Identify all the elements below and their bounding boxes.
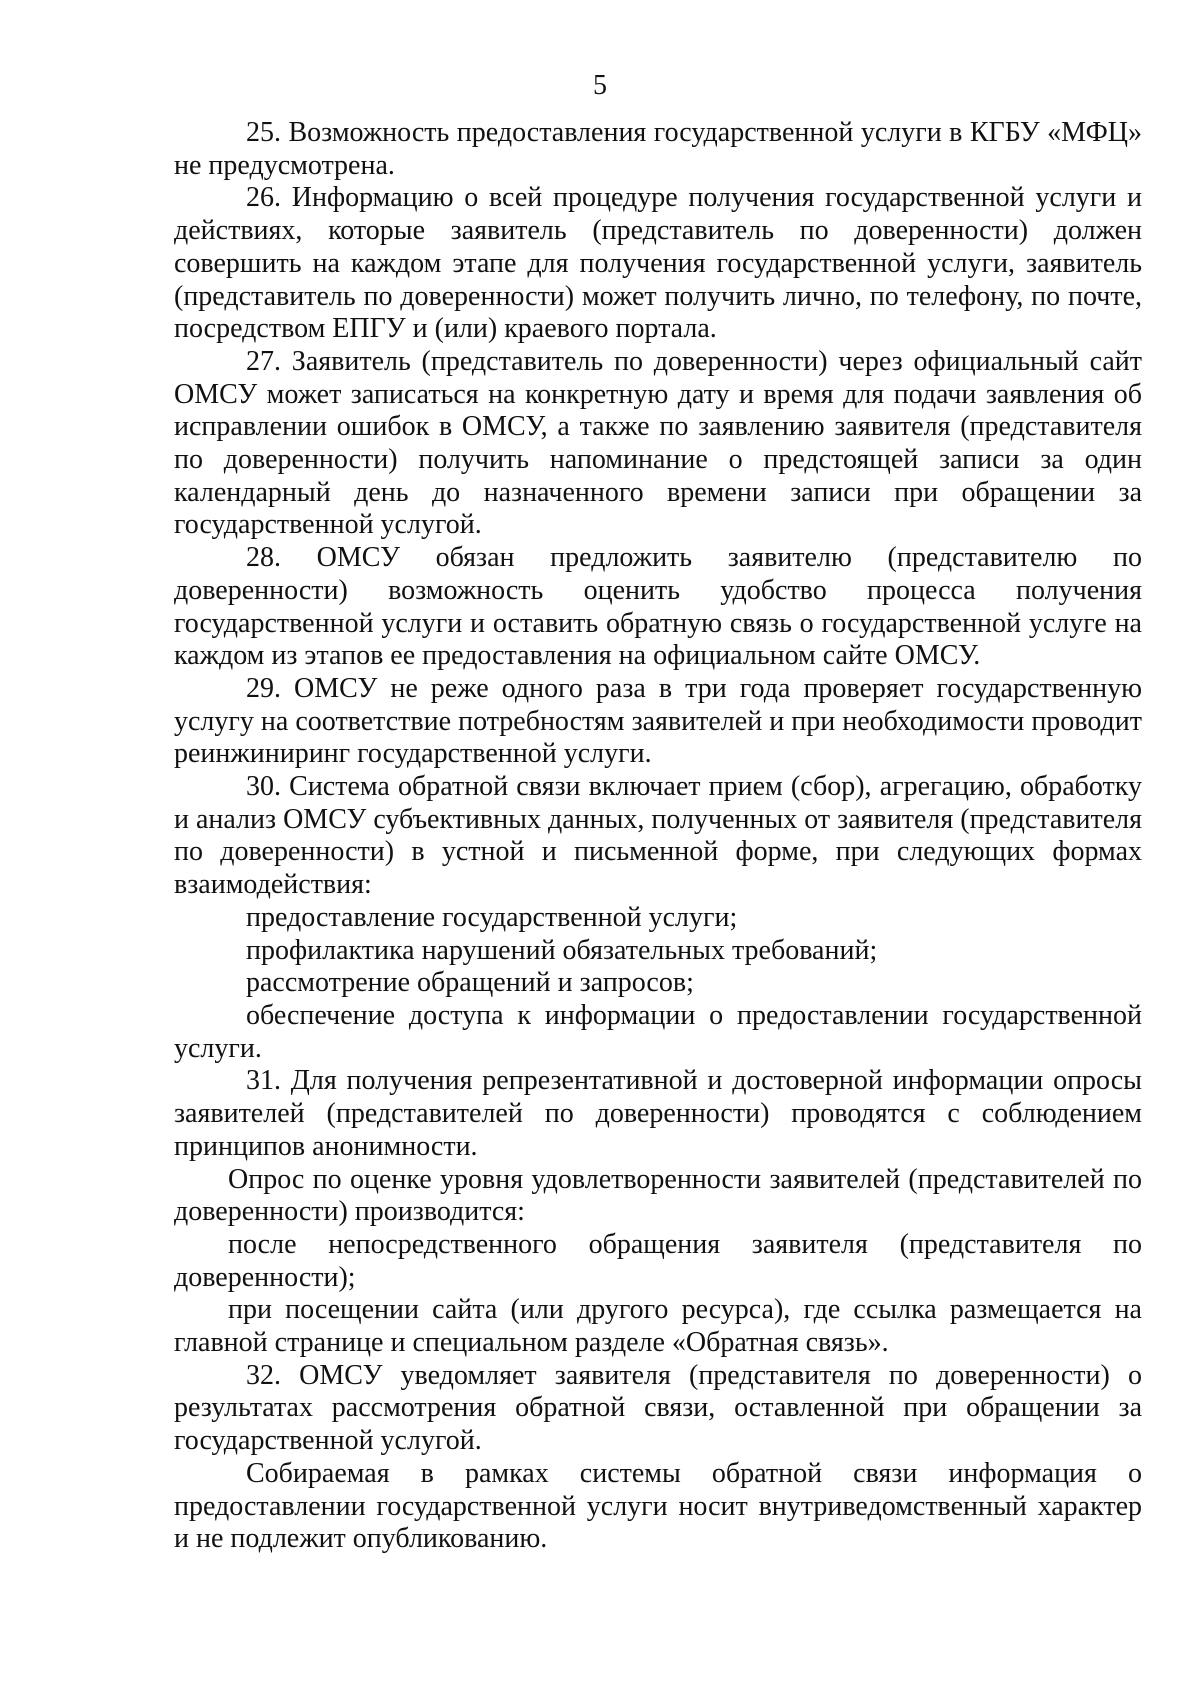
list-item-after-appeal: после непосредственного обращения заявителя (представителя по доверенности); (174, 1228, 1142, 1293)
paragraph-feedback-info: Собираемая в рамках системы обратной связи информация о предоставлении государственной услуги носит внутриведомственный характер и не подлежит опубликованию. (174, 1457, 1142, 1555)
paragraph-27: 27. Заявитель (представитель по доверенности) через официальный сайт ОМСУ может записаться на конкретную дату и время для подачи заявления об исправлении ошибок в ОМСУ, а также по заявлению заявителя (представителя по доверенности) получить напоминание о предстоящей записи за один календарный день до назначенного времени записи при обращении за государственной услугой. (174, 345, 1142, 541)
list-item-violation-prevention: профилактика нарушений обязательных требований; (246, 934, 878, 966)
paragraph-29: 29. ОМСУ не реже одного раза в три года проверяет государственную услугу на соответствие потребностям заявителей и при необходимости проводит реинжиниринг государственной услуги. (174, 672, 1142, 770)
paragraph-28: 28. ОМСУ обязан предложить заявителю (представителю по доверенности) возможность оценить удобство процесса получения государственной услуги и оставить обратную связь о государственной услуге на каждом из этапов ее предоставления на официальном сайте ОМСУ. (174, 542, 1142, 672)
paragraph-30: 30. Система обратной связи включает прием (сбор), агрегацию, обработку и анализ ОМСУ субъективных данных, полученных от заявителя (представителя по доверенности) в устной и письменной форме, при следующих формах взаимодействия: (174, 771, 1143, 901)
list-item-information-access: обеспечение доступа к информации о предоставлении государственной услуги. (174, 999, 1142, 1064)
list-item-site-visit: при посещении сайта (или другого ресурса), где ссылка размещается на главной странице и специальном разделе «Обратная связь». (174, 1294, 1142, 1359)
list-item-service-provision: предоставление государственной услуги; (246, 901, 738, 933)
document-body (174, 117, 1142, 1556)
paragraph-25: 25. Возможность предоставления государственной услуги в КГБУ «МФЦ» не предусмотрена. (174, 117, 1142, 181)
paragraph-survey: Опрос по оценке уровня удовлетворенности заявителей (представителей по доверенности) производится: (174, 1163, 1142, 1228)
page-number: 5 (593, 70, 607, 101)
paragraph-31: 31. Для получения репрезентативной и достоверной информации опросы заявителей (представителей по доверенности) проводятся с соблюдением принципов анонимности. (174, 1065, 1142, 1162)
paragraph-26: 26. Информацию о всей процедуре получения государственной услуги и действиях, которые заявитель (представитель по доверенности) должен совершить на каждом этапе для получения государственной услуги, заявитель (представитель по доверенности) может получить лично, по телефону, по почте, посредством ЕПГУ и (или) краевого портала. (174, 182, 1142, 345)
list-item-appeals-review: рассмотрение обращений и запросов; (246, 967, 694, 999)
paragraph-32: 32. ОМСУ уведомляет заявителя (представителя по доверенности) о результатах рассмотрения обратной связи, оставленной при обращении за государственной услугой. (174, 1359, 1142, 1457)
